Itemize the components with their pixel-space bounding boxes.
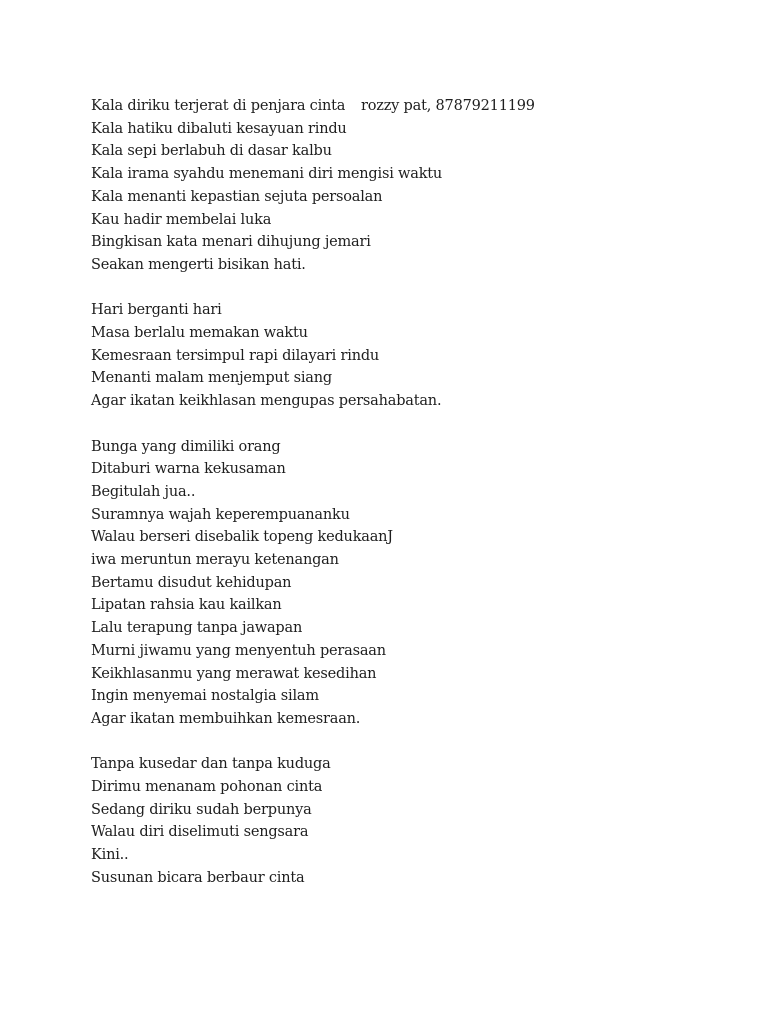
poem-line: Kala irama syahdu menemani diri mengisi waktu [91, 166, 443, 183]
poem-line: Keikhlasanmu yang merawat kesedihan [91, 665, 377, 682]
poem-line: Ditaburi warna kekusaman [91, 461, 286, 478]
poem-first-line [91, 95, 731, 118]
stanza-3 [91, 436, 731, 731]
poem-line: Bertamu disudut kehidupan [91, 574, 292, 591]
poem-line: Ingin menyemai nostalgia silam [91, 688, 319, 705]
poem-line: Kau hadir membelai luka [91, 211, 272, 228]
poem-line: Agar ikatan membuihkan kemesraan. [91, 710, 361, 727]
poem-line: Kala hatiku dibaluti kesayuan rindu [91, 120, 347, 137]
poem-line: Begitulah jua.. [91, 483, 196, 500]
poem-line: Masa berlalu memakan waktu [91, 325, 308, 342]
author-contact: rozzy pat, 87879211199 [361, 98, 535, 114]
poem-line: Hari berganti hari [91, 302, 222, 319]
poem-line: Bingkisan kata menari dihujung jemari [91, 234, 371, 251]
poem-page [91, 95, 731, 912]
poem-line: Seakan mengerti bisikan hati. [91, 256, 306, 273]
poem-line: Tanpa kusedar dan tanpa kuduga [91, 756, 331, 773]
poem-line: Bunga yang dimiliki orang [91, 438, 281, 455]
poem-line: Susunan bicara berbaur cinta [91, 869, 305, 886]
poem-line: Walau berseri disebalik topeng kedukaanJ [91, 529, 393, 546]
poem-line: Kemesraan tersimpul rapi dilayari rindu [91, 347, 380, 364]
poem-line: Walau diri diselimuti sengsara [91, 824, 309, 841]
poem-line: Suramnya wajah keperempuananku [91, 506, 350, 523]
poem-line: iwa meruntun merayu ketenangan [91, 552, 339, 569]
poem-line: Lalu terapung tanpa jawapan [91, 620, 303, 637]
poem-line: Kala sepi berlabuh di dasar kalbu [91, 143, 332, 160]
poem-line: Agar ikatan keikhlasan mengupas persahabatan. [91, 393, 442, 410]
poem-line: Kala diriku terjerat di penjara cinta [91, 98, 346, 114]
stanza-1 [91, 95, 731, 277]
poem-line: Murni jiwamu yang menyentuh perasaan [91, 642, 386, 659]
stanza-2 [91, 299, 731, 413]
poem-line: Lipatan rahsia kau kailkan [91, 597, 282, 614]
poem-line: Kini.. [91, 847, 129, 864]
poem-line: Menanti malam menjemput siang [91, 370, 332, 387]
poem-line: Dirimu menanam pohonan cinta [91, 779, 323, 796]
stanza-4 [91, 753, 731, 889]
poem-line: Sedang diriku sudah berpunya [91, 801, 312, 818]
poem-line: Kala menanti kepastian sejuta persoalan [91, 188, 383, 205]
